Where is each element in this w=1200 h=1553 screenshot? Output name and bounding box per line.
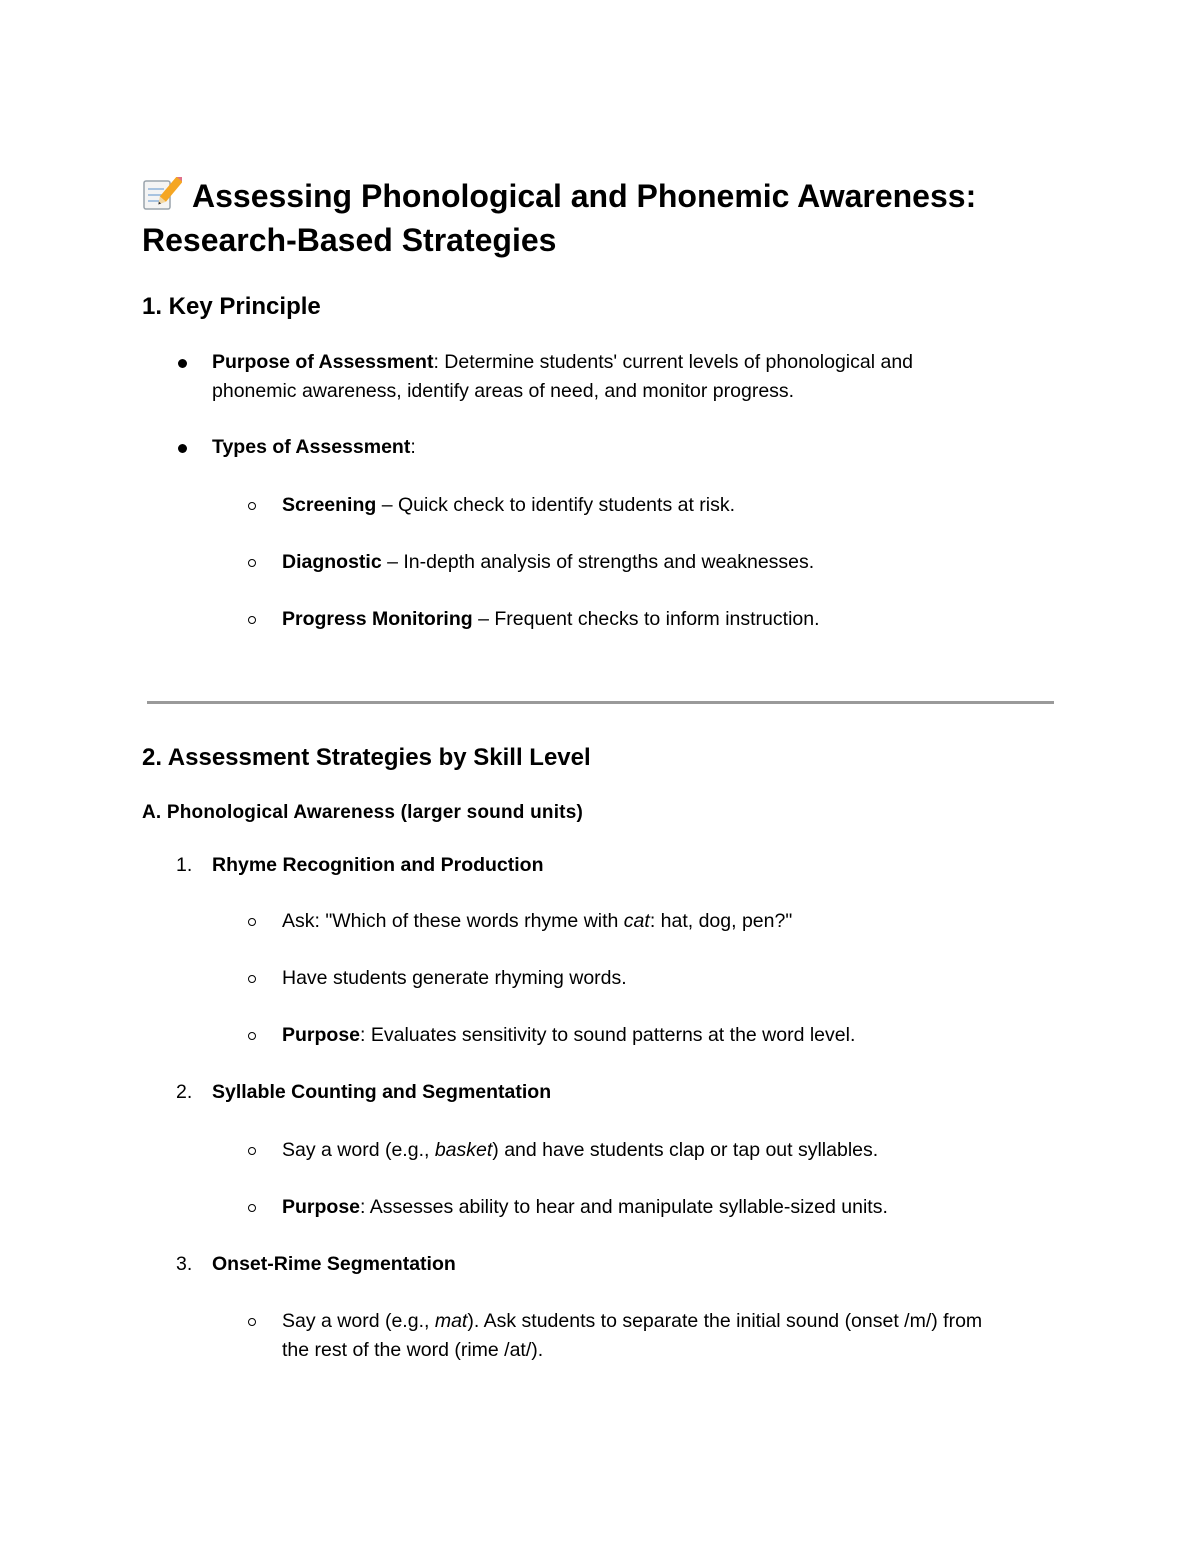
onset-rime-heading: Onset-Rime Segmentation xyxy=(212,1253,456,1275)
title-line-2: Research-Based Strategies xyxy=(142,222,557,258)
circle-bullet xyxy=(248,1032,256,1040)
circle-bullet xyxy=(248,918,256,926)
syllable-say: Say a word (e.g., basket) and have students clap or tap out syllables. xyxy=(282,1139,879,1161)
onset-rime-say: Say a word (e.g., mat). Ask students to separate the initial sound (onset /m/) from xyxy=(282,1310,983,1332)
types-label: Types of Assessment xyxy=(212,436,411,458)
circle-bullet xyxy=(248,1318,256,1326)
section-2-heading: 2. Assessment Strategies by Skill Level xyxy=(142,744,591,771)
bullet-dot xyxy=(178,359,187,368)
rhyme-purpose: Purpose: Evaluates sensitivity to sound patterns at the word level. xyxy=(282,1024,856,1046)
types-line: Types of Assessment: xyxy=(212,436,416,458)
list-item-progress-monitoring: Progress Monitoring – Frequent checks to inform instruction. xyxy=(282,608,820,630)
list-number: 3. xyxy=(176,1253,193,1275)
circle-bullet xyxy=(248,1204,256,1212)
circle-bullet xyxy=(248,975,256,983)
circle-bullet xyxy=(248,616,256,624)
horizontal-divider xyxy=(147,701,1054,704)
title-line-1: Assessing Phonological and Phonemic Awareness: xyxy=(192,178,977,214)
purpose-line-1: Purpose of Assessment: Determine students' current levels of phonological and xyxy=(212,351,914,373)
rhyme-ask: Ask: "Which of these words rhyme with cat: hat, dog, pen?" xyxy=(282,910,793,932)
list-item-screening: Screening – Quick check to identify students at risk. xyxy=(282,494,736,516)
rhyme-heading: Rhyme Recognition and Production xyxy=(212,854,544,876)
circle-bullet xyxy=(248,502,256,510)
memo-icon xyxy=(142,177,182,211)
bullet-dot xyxy=(178,444,187,453)
syllable-heading: Syllable Counting and Segmentation xyxy=(212,1081,552,1103)
circle-bullet xyxy=(248,559,256,567)
list-number: 1. xyxy=(176,854,193,876)
circle-bullet xyxy=(248,1147,256,1155)
onset-rime-say-line-2: the rest of the word (rime /at/). xyxy=(282,1339,544,1361)
list-item-diagnostic: Diagnostic – In-depth analysis of strengths and weaknesses. xyxy=(282,551,815,573)
subsection-a-heading: A. Phonological Awareness (larger sound units) xyxy=(142,802,583,823)
rhyme-generate: Have students generate rhyming words. xyxy=(282,967,627,989)
syllable-purpose: Purpose: Assesses ability to hear and manipulate syllable-sized units. xyxy=(282,1196,888,1218)
section-1-heading: 1. Key Principle xyxy=(142,293,321,320)
list-number: 2. xyxy=(176,1081,193,1103)
document-title xyxy=(142,174,976,218)
purpose-label: Purpose of Assessment xyxy=(212,351,434,373)
purpose-line-2: phonemic awareness, identify areas of need, and monitor progress. xyxy=(212,380,795,402)
